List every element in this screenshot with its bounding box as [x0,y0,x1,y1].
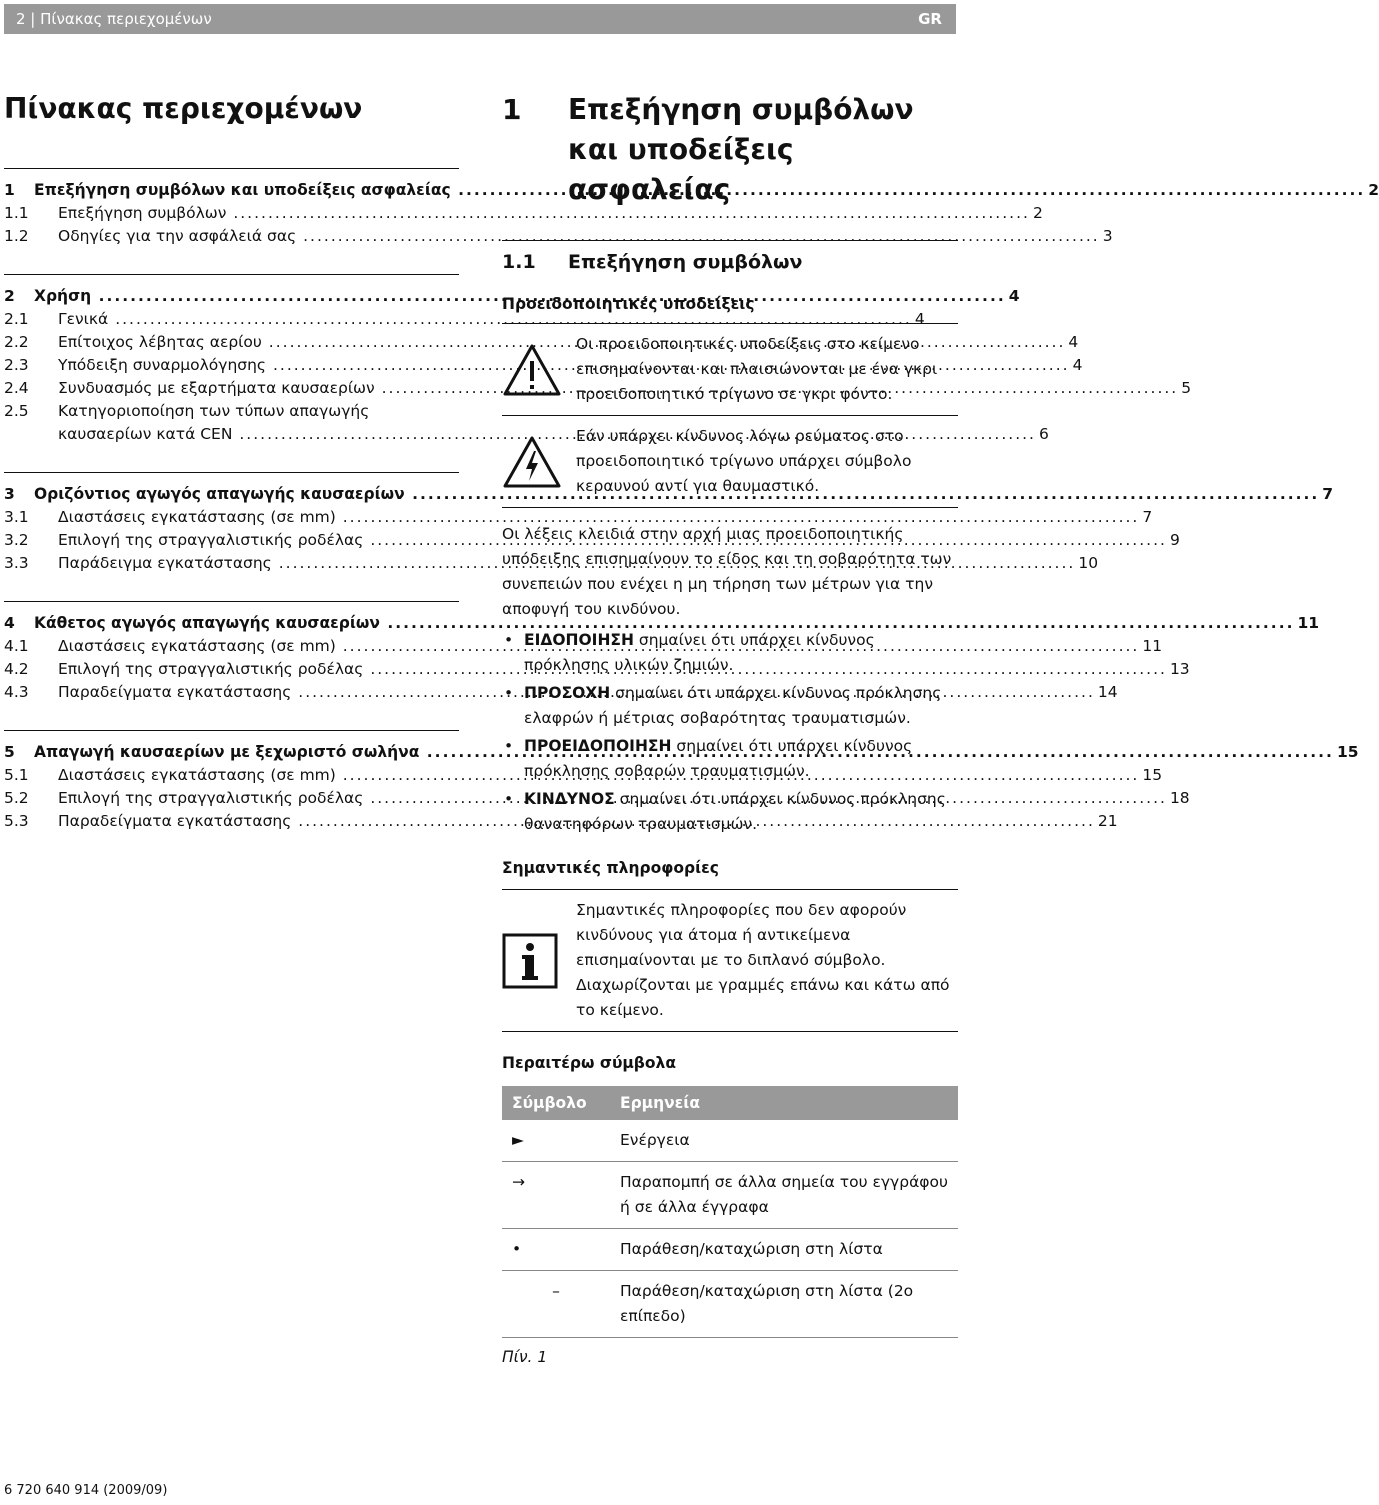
warnings-heading: Προειδοποιητικές υποδείξεις [502,295,755,313]
toc-entry[interactable]: 1.2 Οδηγίες για την ασφάλειά σας ..... 3 [4,225,459,248]
content-column [502,90,958,1366]
header-language: GR [918,10,942,28]
signal-words-paragraph: Οι λέξεις κλειδιά στην αρχή μιας προειδοποιητικής υπόδειξης επισημαίνουν το είδος και τη σοβαρότητα των συνεπειών που ενέχει η μη τήρηση των μέτρων για την αποφυγή του κινδύνου. [502,525,952,618]
toc-entry[interactable]: 2.5 Κατηγοριοποίηση των τύπων απαγωγής [4,402,370,420]
warning-box-text: Εάν υπάρχει κίνδυνος λόγω ρεύματος στο προειδοποιητικό τρίγωνο υπάρχει σύμβολο κεραυνού αντί για θαυμαστικό. [576,427,912,495]
toc-entry[interactable]: 1 Επεξήγηση συμβόλων και υποδείξεις ασφαλείας ..... 2 [4,179,459,202]
section-heading: 1.1 Επεξήγηση συμβόλων [502,251,803,273]
toc-entry[interactable]: 4.3 Παραδείγματα εγκατάστασης ..... 14 [4,681,459,704]
toc-entry[interactable]: 5.2 Επιλογή της στραγγαλιστικής ροδέλας ..... 18 [4,787,459,810]
toc-entry[interactable]: 4.1 Διαστάσεις εγκατάστασης (σε mm) ..... 11 [4,635,459,658]
list-item: • ΕΙΔΟΠΟΙΗΣΗ σημαίνει ότι υπάρχει κίνδυνος πρόκλησης υλικών ζημιών. [502,628,958,678]
table-row: ► Ενέργεια [502,1120,958,1162]
info-icon [502,898,576,1023]
signal-words-list [502,628,958,837]
toc-section-1 [4,168,1379,248]
info-box [502,889,958,1032]
toc-entry[interactable]: 2.3 Υπόδειξη συναρμολόγησης ..... 4 [4,354,459,377]
toc-entry[interactable]: 5.3 Παραδείγματα εγκατάστασης ..... 21 [4,810,459,833]
toc-entry[interactable]: 2 Χρήση ..... 4 [4,285,459,308]
table-row: → Παραπομπή σε άλλα σημεία του εγγράφου ή σε άλλα έγγραφα [502,1162,958,1229]
toc-entry[interactable]: 4 Κάθετος αγωγός απαγωγής καυσαερίων ..... 11 [4,612,459,635]
toc-entry[interactable]: 1.1 Επεξήγηση συμβόλων ..... 2 [4,202,459,225]
toc-entry-continued[interactable]: καυσαερίων κατά CEN ..... 6 [4,423,459,446]
list-item: • ΠΡΟΣΟΧΗ σημαίνει ότι υπάρχει κίνδυνος πρόκλησης ελαφρών ή μέτριας σοβαρότητας τραυματισμών. [502,681,958,731]
reference-arrow-icon: → [502,1162,610,1229]
electric-hazard-icon [502,424,576,499]
toc-entry[interactable]: 2.2 Επίτοιχος λέβητας αερίου ..... 4 [4,331,459,354]
toc-entry[interactable]: 3.3 Παράδειγμα εγκατάστασης ..... 10 [4,552,459,575]
symbols-heading: Περαιτέρω σύμβολα [502,1054,677,1072]
table-header-row [502,1086,958,1120]
table-row: – Παράθεση/καταχώριση στη λίστα (2ο επίπεδο) [502,1271,958,1338]
toc-entry[interactable]: 4.2 Επιλογή της στραγγαλιστικής ροδέλας ..... 13 [4,658,459,681]
warning-triangle-icon [502,332,576,407]
section-divider [502,240,958,241]
list-item: • ΠΡΟΕΙΔΟΠΟΙΗΣΗ σημαίνει ότι υπάρχει κίνδυνος πρόκλησης σοβαρών τραυματισμών. [502,734,958,784]
action-arrow-icon: ► [502,1120,610,1162]
info-box-text: Σημαντικές πληροφορίες που δεν αφορούν κινδύνους για άτομα ή αντικείμενα επισημαίνονται με το διπλανό σύμβολο. Διαχωρίζονται με γραμμές επάνω και κάτω από το κείμενο. [576,901,950,1019]
toc-entry[interactable]: 5 Απαγωγή καυσαερίων με ξεχωριστό σωλήνα ..... 15 [4,741,459,764]
toc-entry[interactable]: 5.1 Διαστάσεις εγκατάστασης (σε mm) ..... 15 [4,764,459,787]
toc-entry[interactable]: 3.1 Διαστάσεις εγκατάστασης (σε mm) ..... 7 [4,506,459,529]
warning-box-electric [502,416,958,508]
page-header [4,4,956,34]
document-number: 6 720 640 914 (2009/09) [4,1483,168,1498]
bullet-icon: • [502,1229,610,1271]
toc-entry[interactable]: 3.2 Επιλογή της στραγγαλιστικής ροδέλας ..... 9 [4,529,459,552]
table-row: • Παράθεση/καταχώριση στη λίστα [502,1229,958,1271]
header-page-title: 2 | Πίνακας περιεχομένων [16,10,212,28]
column-header-symbol: Σύμβολο [502,1086,610,1120]
warning-box-text: Οι προειδοποιητικές υποδείξεις στο κείμενο επισημαίνονται και πλαισιώνονται με ένα γκρι προειδοποιητικό τρίγωνο σε γκρι φόντο. [576,335,938,403]
symbols-table [502,1086,958,1338]
toc-entry[interactable]: 2.1 Γενικά ..... 4 [4,308,459,331]
list-item: • ΚΙΝΔΥΝΟΣ σημαίνει ότι υπάρχει κίνδυνος πρόκλησης θανατηφόρων τραυματισμών. [502,787,958,837]
dash-icon: – [502,1271,610,1338]
table-caption: Πίν. 1 [502,1348,548,1366]
column-header-meaning: Ερμηνεία [610,1086,958,1120]
warning-box-general [502,323,958,416]
toc-title: Πίνακας περιεχομένων [4,92,363,125]
chapter-heading: 1 Επεξήγηση συμβόλων και υποδείξεις ασφαλείας [502,93,914,206]
important-heading: Σημαντικές πληροφορίες [502,859,719,877]
toc-entry[interactable]: 3 Οριζόντιος αγωγός απαγωγής καυσαερίων ..... 7 [4,483,459,506]
toc-entry[interactable]: 2.4 Συνδυασμός με εξαρτήματα καυσαερίων ..... 5 [4,377,459,400]
